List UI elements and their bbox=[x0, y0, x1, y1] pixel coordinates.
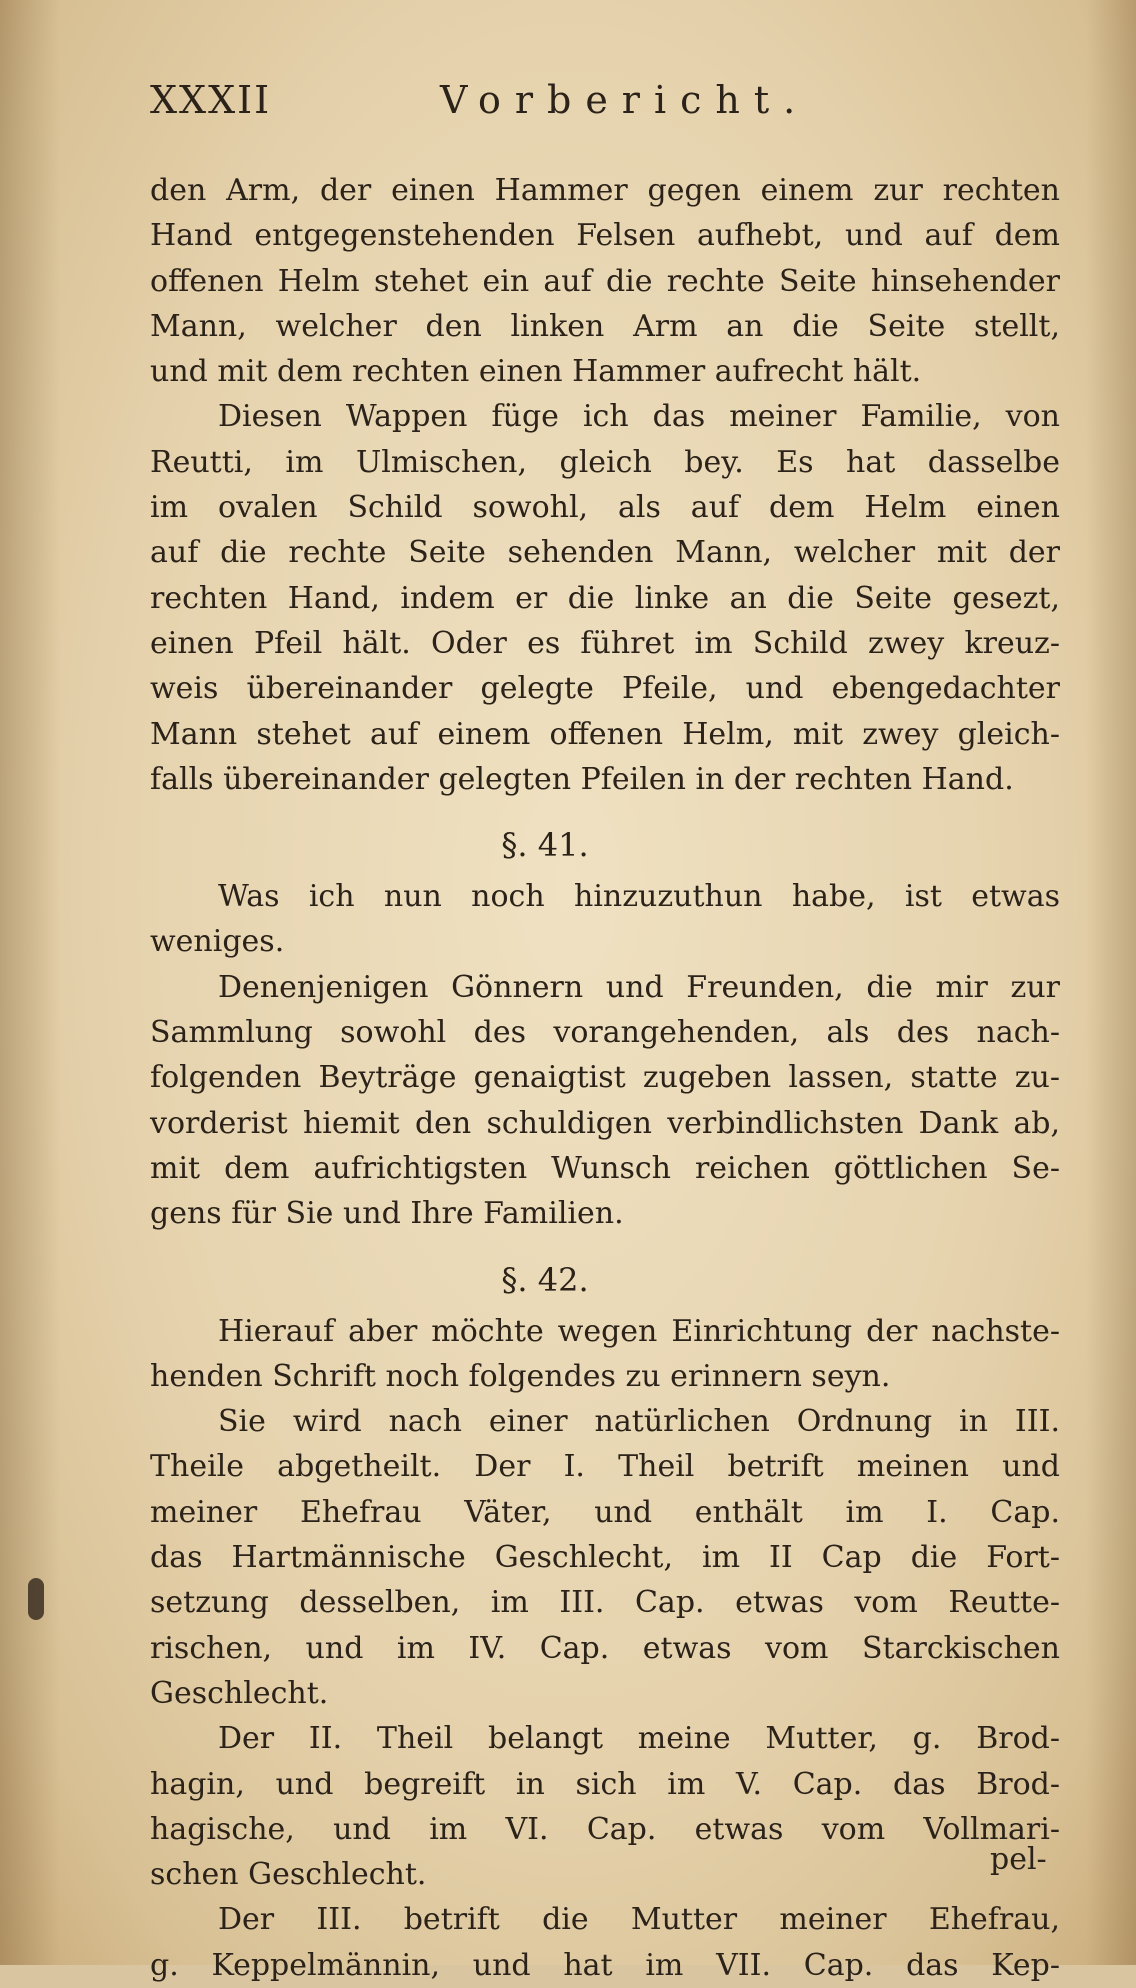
text-line: schen Geschlecht. bbox=[150, 1857, 427, 1893]
text-line: rechten Hand, indem er die linke an die Seite gesezt, bbox=[150, 580, 1060, 616]
text-line: gens für Sie und Ihre Familien. bbox=[150, 1196, 624, 1232]
paragraph bbox=[150, 1309, 1060, 1400]
text-line: Mann, welcher den linken Arm an die Seite stellt, bbox=[150, 308, 1060, 344]
text-line: Sammlung sowohl des vorangehenden, als des nach- bbox=[150, 1015, 1060, 1051]
paragraph bbox=[150, 168, 1060, 394]
page-number: XXXII bbox=[150, 78, 272, 122]
text-line: das Hartmännische Geschlecht, im II Cap die Fort- bbox=[150, 1540, 1060, 1576]
text-line: Der III. betrift die Mutter meiner Ehefrau, bbox=[218, 1902, 1060, 1938]
paragraph bbox=[150, 965, 1060, 1237]
section-heading-42: §. 42. bbox=[501, 1260, 589, 1299]
paragraph bbox=[150, 394, 1060, 802]
text-line: Mann stehet auf einem offenen Helm, mit zwey gleich- bbox=[150, 716, 1060, 752]
text-line: Reutti, im Ulmischen, gleich bey. Es hat dasselbe bbox=[150, 444, 1060, 480]
text-line: auf die rechte Seite sehenden Mann, welcher mit der bbox=[150, 535, 1060, 571]
text-line: Diesen Wappen füge ich das meiner Familie, von bbox=[218, 399, 1060, 435]
text-line: folgenden Beyträge genaigtist zugeben lassen, statte zu- bbox=[150, 1060, 1060, 1096]
text-line: Der II. Theil belangt meine Mutter, g. Brod- bbox=[218, 1721, 1060, 1757]
text-line: hagin, und begreift in sich im V. Cap. das Brod- bbox=[150, 1766, 1060, 1802]
text-line: henden Schrift noch folgendes zu erinnern seyn. bbox=[150, 1358, 891, 1394]
section-heading-41: §. 41. bbox=[501, 826, 589, 865]
text-line: Denenjenigen Gönnern und Freunden, die mir zur bbox=[218, 969, 1060, 1005]
text-line: weis übereinander gelegte Pfeile, und ebengedachter bbox=[150, 671, 1060, 707]
catchword: pel- bbox=[990, 1842, 1047, 1877]
running-title: Vorbericht. bbox=[440, 78, 810, 122]
text-line: weniges. bbox=[150, 924, 285, 960]
ink-blot bbox=[28, 1578, 44, 1620]
page-header bbox=[150, 78, 850, 128]
text-line: offenen Helm stehet ein auf die rechte Seite hinsehender bbox=[150, 263, 1060, 299]
text-line: Was ich nun noch hinzuzuthun habe, ist etwas bbox=[218, 879, 1060, 915]
text-line: vorderist hiemit den schuldigen verbindlichsten Dank ab, bbox=[150, 1105, 1060, 1141]
text-line: im ovalen Schild sowohl, als auf dem Helm einen bbox=[150, 490, 1060, 526]
paragraph bbox=[150, 874, 1060, 965]
text-line: falls übereinander gelegten Pfeilen in der rechten Hand. bbox=[150, 761, 1014, 797]
text-line: und mit dem rechten einen Hammer aufrecht hält. bbox=[150, 354, 922, 390]
text-line: Geschlecht. bbox=[150, 1675, 329, 1711]
text-line: meiner Ehefrau Väter, und enthält im I. Cap. bbox=[150, 1494, 1060, 1530]
paragraph bbox=[150, 1716, 1060, 1897]
page-text bbox=[150, 168, 1060, 1988]
text-line: einen Pfeil hält. Oder es führet im Schild zwey kreuz- bbox=[150, 625, 1060, 661]
text-line: Theile abgetheilt. Der I. Theil betrift meinen und bbox=[150, 1449, 1060, 1485]
text-line: g. Keppelmännin, und hat im VII. Cap. das Kep- bbox=[150, 1947, 1060, 1983]
paragraph bbox=[150, 1399, 1060, 1716]
text-line: setzung desselben, im III. Cap. etwas vom Reutte- bbox=[150, 1585, 1060, 1621]
paragraph bbox=[150, 1897, 1060, 1988]
text-line: Hierauf aber möchte wegen Einrichtung der nachste- bbox=[218, 1313, 1060, 1349]
page-edge-shadow-right bbox=[1086, 0, 1136, 1965]
page-edge-shadow-left bbox=[0, 0, 60, 1965]
text-line: rischen, und im IV. Cap. etwas vom Starckischen bbox=[150, 1630, 1060, 1666]
text-line: Sie wird nach einer natürlichen Ordnung in III. bbox=[218, 1404, 1060, 1440]
text-line: Hand entgegenstehenden Felsen aufhebt, und auf dem bbox=[150, 218, 1060, 254]
text-line: mit dem aufrichtigsten Wunsch reichen göttlichen Se- bbox=[150, 1150, 1060, 1186]
text-line: hagische, und im VI. Cap. etwas vom Vollmari- bbox=[150, 1811, 1060, 1847]
text-line: den Arm, der einen Hammer gegen einem zur rechten bbox=[150, 173, 1060, 208]
